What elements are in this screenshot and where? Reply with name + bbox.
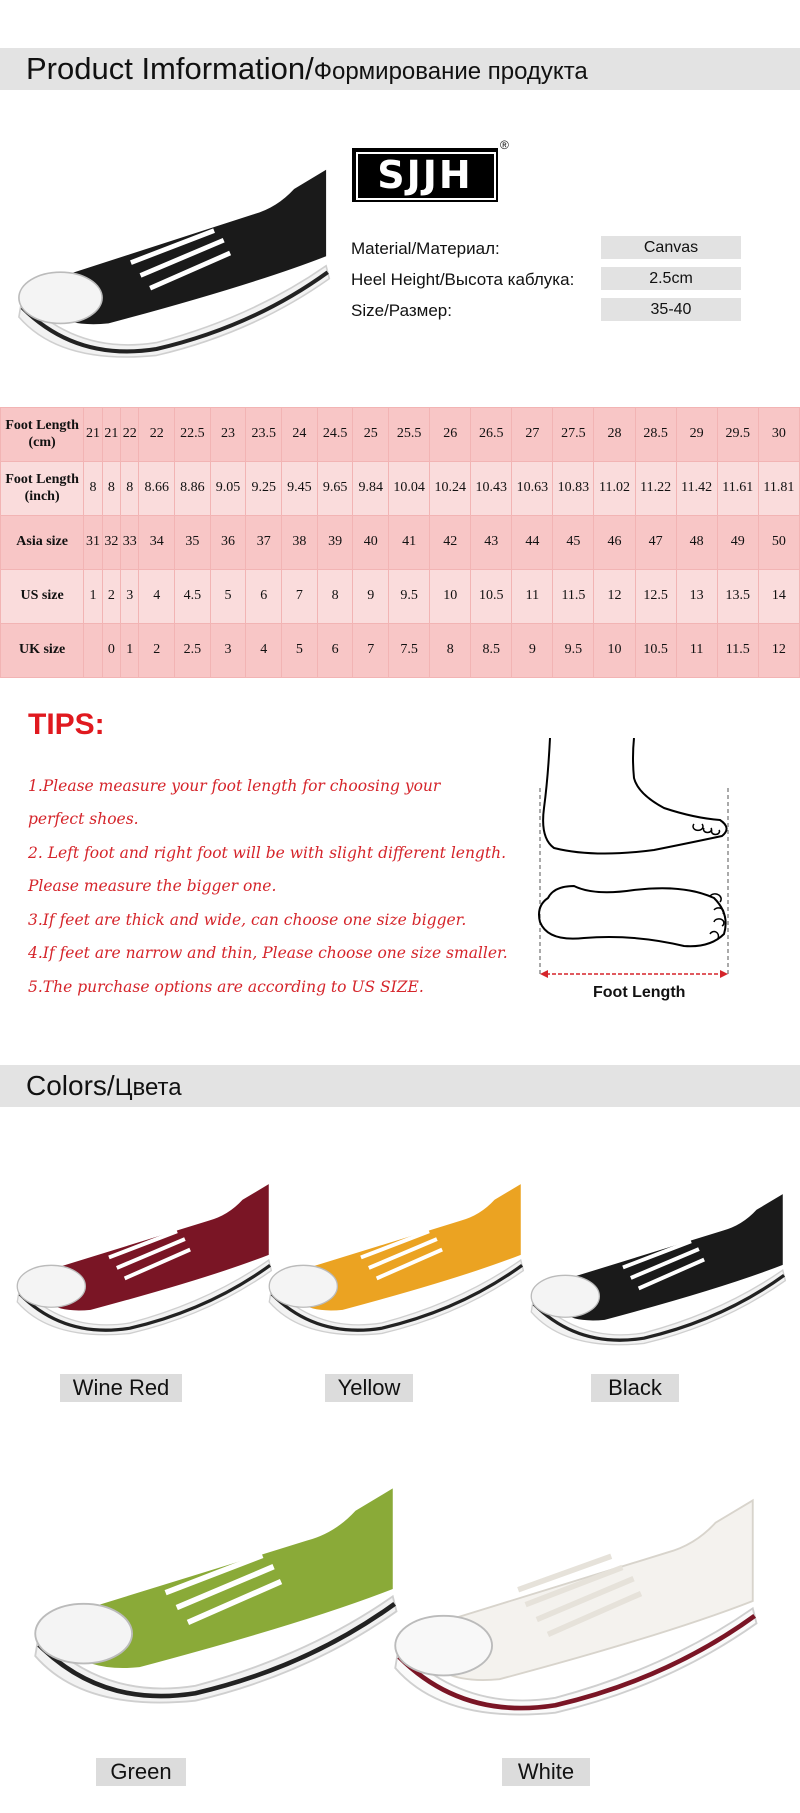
table-cell: 41 [389, 516, 430, 570]
table-cell: 8 [430, 624, 471, 678]
spec-label-heel-height: Heel Height/Высота каблука: [351, 270, 575, 289]
tip-line: 3.If feet are thick and wide, can choose one size bigger. [28, 911, 467, 929]
tip-line: 5.The purchase options are according to US SIZE. [28, 978, 424, 996]
table-cell: 13 [676, 570, 717, 624]
spec-label-material: Material/Материал: [351, 239, 500, 258]
table-cell: 2 [139, 624, 175, 678]
table-cell: 8 [84, 462, 102, 516]
table-cell: 49 [717, 516, 758, 570]
table-cell: 6 [246, 570, 282, 624]
table-cell: 43 [471, 516, 512, 570]
product-info-title-ru: Формирование продукта [313, 58, 588, 85]
table-cell: 7.5 [389, 624, 430, 678]
table-cell: 8 [317, 570, 353, 624]
table-cell: 9.65 [317, 462, 353, 516]
table-cell: 11.61 [717, 462, 758, 516]
table-cell: 33 [121, 516, 139, 570]
tip-line: 2. Left foot and right foot will be with slight different length. [28, 844, 506, 862]
table-cell: 24.5 [317, 408, 353, 462]
table-cell: 10.63 [512, 462, 553, 516]
table-cell: 34 [139, 516, 175, 570]
table-cell: 42 [430, 516, 471, 570]
table-row-foot-length-cm [1, 408, 800, 462]
table-cell: 10.24 [430, 462, 471, 516]
color-label-black: Black [591, 1374, 679, 1402]
table-cell: 9.5 [389, 570, 430, 624]
table-cell: 5 [282, 624, 318, 678]
tip-line: 1.Please measure your foot length for choosing your [28, 777, 441, 795]
table-cell: 7 [353, 624, 389, 678]
colors-header [0, 1065, 800, 1107]
table-cell: 35 [175, 516, 211, 570]
table-cell: 3 [210, 624, 246, 678]
table-cell: 2.5 [175, 624, 211, 678]
table-cell: 44 [512, 516, 553, 570]
table-cell: 29.5 [717, 408, 758, 462]
table-cell [84, 624, 102, 678]
table-cell: 14 [758, 570, 799, 624]
table-row-header: Foot Length (inch) [1, 462, 84, 516]
table-cell: 23 [210, 408, 246, 462]
tip-line: 4.If feet are narrow and thin, Please choose one size smaller. [28, 944, 508, 962]
table-cell: 32 [102, 516, 120, 570]
table-cell: 7 [282, 570, 318, 624]
table-cell: 2 [102, 570, 120, 624]
brand-logo-text: SJJH [377, 153, 473, 197]
table-row-header: UK size [1, 624, 84, 678]
table-cell: 23.5 [246, 408, 282, 462]
table-cell: 21 [102, 408, 120, 462]
table-cell: 13.5 [717, 570, 758, 624]
colors-title-en: Colors/ [26, 1070, 115, 1101]
table-row-header: US size [1, 570, 84, 624]
foot-length-caption: Foot Length [593, 984, 686, 1001]
table-cell: 22 [139, 408, 175, 462]
table-cell: 29 [676, 408, 717, 462]
table-cell: 11.81 [758, 462, 799, 516]
brand-reg-mark: ® [500, 138, 509, 152]
table-row-header: Foot Length (cm) [1, 408, 84, 462]
table-cell: 40 [353, 516, 389, 570]
table-cell: 9.84 [353, 462, 389, 516]
table-cell: 1 [121, 624, 139, 678]
table-row-foot-length-inch [1, 462, 800, 516]
table-cell: 4 [246, 624, 282, 678]
table-cell: 8.5 [471, 624, 512, 678]
table-cell: 27 [512, 408, 553, 462]
table-cell: 9.45 [282, 462, 318, 516]
table-cell: 11.02 [594, 462, 635, 516]
table-cell: 11.5 [553, 570, 594, 624]
table-row-uk-size [1, 624, 800, 678]
color-label-wine-red: Wine Red [60, 1374, 182, 1402]
table-cell: 10.5 [635, 624, 676, 678]
table-cell: 46 [594, 516, 635, 570]
table-cell: 36 [210, 516, 246, 570]
table-cell: 21 [84, 408, 102, 462]
table-cell: 48 [676, 516, 717, 570]
table-cell: 37 [246, 516, 282, 570]
foot-measure-diagram [534, 738, 734, 982]
table-cell: 11 [676, 624, 717, 678]
tips-title: TIPS: [28, 708, 105, 741]
table-cell: 50 [758, 516, 799, 570]
table-cell: 45 [553, 516, 594, 570]
table-cell: 4.5 [175, 570, 211, 624]
table-cell: 1 [84, 570, 102, 624]
product-info-header [0, 48, 800, 90]
table-cell: 39 [317, 516, 353, 570]
size-chart-table [0, 407, 800, 678]
table-cell: 10 [430, 570, 471, 624]
table-cell: 8 [102, 462, 120, 516]
table-cell: 3 [121, 570, 139, 624]
spec-value-material: Canvas [601, 236, 741, 259]
spec-label-size: Size/Размер: [351, 301, 452, 320]
table-cell: 9.5 [553, 624, 594, 678]
table-cell: 6 [317, 624, 353, 678]
main-product-image [10, 125, 335, 365]
table-cell: 11.42 [676, 462, 717, 516]
tip-line: Please measure the bigger one. [28, 877, 277, 895]
table-cell: 28.5 [635, 408, 676, 462]
shoe-image-wine-red [12, 1150, 274, 1340]
table-cell: 9 [353, 570, 389, 624]
table-cell: 4 [139, 570, 175, 624]
table-cell: 9.05 [210, 462, 246, 516]
table-cell: 24 [282, 408, 318, 462]
table-cell: 11.22 [635, 462, 676, 516]
table-cell: 10.04 [389, 462, 430, 516]
table-cell: 11 [512, 570, 553, 624]
table-cell: 11.5 [717, 624, 758, 678]
table-cell: 12.5 [635, 570, 676, 624]
tip-line: perfect shoes. [28, 810, 139, 828]
product-info-title-en: Product Imformation/ [26, 51, 314, 86]
shoe-image-black [526, 1160, 788, 1350]
color-label-green: Green [96, 1758, 186, 1786]
spec-value-size: 35-40 [601, 298, 741, 321]
table-cell: 8 [121, 462, 139, 516]
table-cell: 27.5 [553, 408, 594, 462]
table-cell: 22.5 [175, 408, 211, 462]
table-cell: 10.83 [553, 462, 594, 516]
table-cell: 30 [758, 408, 799, 462]
table-row-asia-size [1, 516, 800, 570]
table-row-header: Asia size [1, 516, 84, 570]
colors-title-ru: Цвета [114, 1074, 182, 1101]
table-row-us-size [1, 570, 800, 624]
table-cell: 38 [282, 516, 318, 570]
table-cell: 25 [353, 408, 389, 462]
table-cell: 8.86 [175, 462, 211, 516]
color-label-white: White [502, 1758, 590, 1786]
table-cell: 28 [594, 408, 635, 462]
color-label-yellow: Yellow [325, 1374, 413, 1402]
table-cell: 12 [594, 570, 635, 624]
table-cell: 9.25 [246, 462, 282, 516]
table-cell: 31 [84, 516, 102, 570]
table-cell: 8.66 [139, 462, 175, 516]
shoe-image-yellow [264, 1150, 526, 1340]
table-cell: 10 [594, 624, 635, 678]
table-cell: 5 [210, 570, 246, 624]
table-cell: 0 [102, 624, 120, 678]
table-cell: 10.43 [471, 462, 512, 516]
table-cell: 26.5 [471, 408, 512, 462]
table-cell: 22 [121, 408, 139, 462]
table-cell: 10.5 [471, 570, 512, 624]
shoe-image-white [385, 1452, 763, 1722]
table-cell: 25.5 [389, 408, 430, 462]
spec-value-heel-height: 2.5cm [601, 267, 741, 290]
table-cell: 26 [430, 408, 471, 462]
shoe-image-green [25, 1440, 403, 1710]
brand-logo [352, 148, 498, 202]
table-cell: 9 [512, 624, 553, 678]
table-cell: 12 [758, 624, 799, 678]
table-cell: 47 [635, 516, 676, 570]
